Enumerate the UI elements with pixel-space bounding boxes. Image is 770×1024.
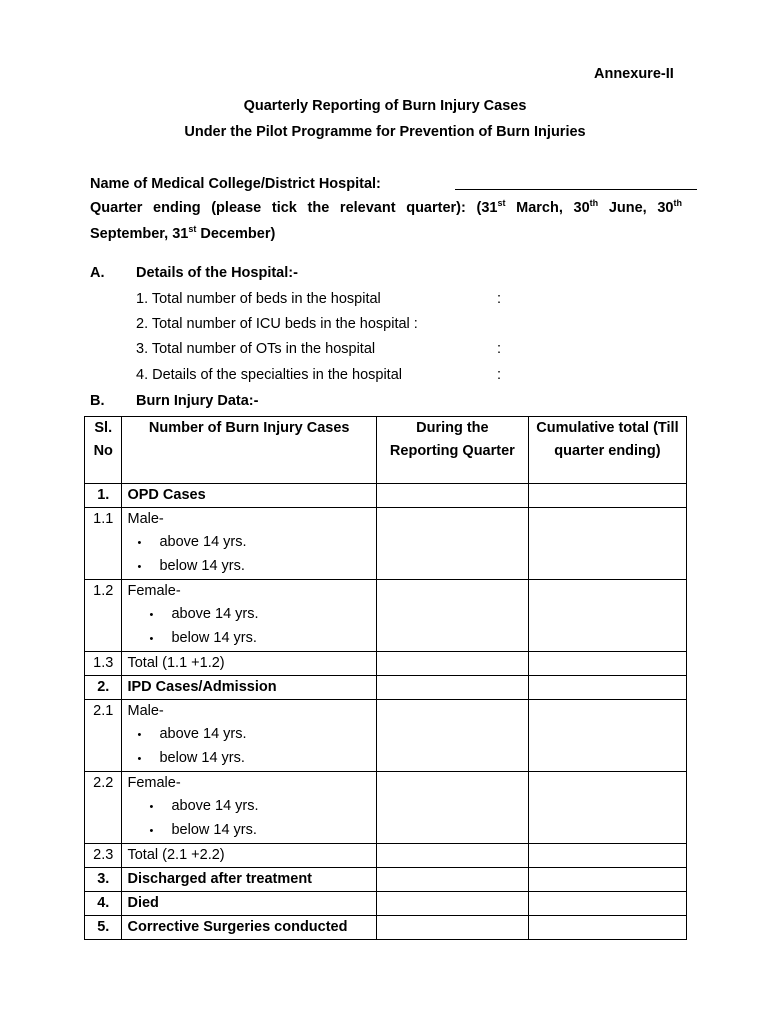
hospital-detail-item: 3. Total number of OTs in the hospital (136, 341, 376, 357)
bullet-icon: • (137, 561, 142, 573)
row-label: Male- • above 14 yrs. • below 14 yrs. (122, 508, 376, 580)
during-cell[interactable] (376, 916, 528, 940)
row-label: Died (122, 892, 376, 916)
during-cell[interactable] (376, 844, 528, 868)
bullet-icon: • (137, 537, 142, 549)
row-number: 2.1 (85, 700, 122, 772)
section-a-label: A. (90, 265, 105, 281)
during-cell[interactable] (376, 892, 528, 916)
cumulative-cell[interactable] (528, 580, 686, 652)
table-row (85, 508, 687, 580)
header-cases: Number of Burn Injury Cases (122, 417, 376, 484)
table-row (85, 916, 687, 940)
during-cell[interactable] (376, 508, 528, 580)
cumulative-cell[interactable] (528, 892, 686, 916)
row-label: Discharged after treatment (122, 868, 376, 892)
section-b-title: Burn Injury Data:- (136, 393, 259, 409)
row-label: Total (2.1 +2.2) (122, 844, 376, 868)
table-row (85, 700, 687, 772)
header-cumulative: Cumulative total (Till quarter ending) (528, 417, 686, 484)
row-number: 3. (85, 868, 122, 892)
burn-injury-table (84, 416, 687, 940)
cumulative-cell[interactable] (528, 916, 686, 940)
cumulative-cell[interactable] (528, 700, 686, 772)
row-label: Total (1.1 +1.2) (122, 652, 376, 676)
during-cell[interactable] (376, 868, 528, 892)
row-number: 5. (85, 916, 122, 940)
row-label: Female- • above 14 yrs. • below 14 yrs. (122, 772, 376, 844)
hospital-detail-item: 1. Total number of beds in the hospital (136, 291, 381, 307)
row-label: Female- • above 14 yrs. • below 14 yrs. (122, 580, 376, 652)
cumulative-cell[interactable] (528, 772, 686, 844)
during-cell[interactable] (376, 580, 528, 652)
during-cell[interactable] (376, 652, 528, 676)
row-number: 1.1 (85, 508, 122, 580)
bullet-icon: • (149, 609, 154, 621)
bullet-icon: • (137, 753, 142, 765)
during-cell[interactable] (376, 700, 528, 772)
during-cell[interactable] (376, 676, 528, 700)
hospital-name-label: Name of Medical College/District Hospital: (90, 176, 381, 192)
table-row (85, 484, 687, 508)
section-a-title: Details of the Hospital:- (136, 265, 298, 281)
row-number: 2. (85, 676, 122, 700)
colon: : (497, 341, 502, 357)
row-number: 2.2 (85, 772, 122, 844)
row-number: 4. (85, 892, 122, 916)
quarter-line-2: September, 31st December) (90, 224, 276, 242)
row-number: 2.3 (85, 844, 122, 868)
colon: : (497, 367, 502, 383)
hospital-detail-item: 2. Total number of ICU beds in the hospital : (136, 316, 418, 332)
during-cell[interactable] (376, 772, 528, 844)
section-b-label: B. (90, 393, 105, 409)
during-cell[interactable] (376, 484, 528, 508)
annexure-label: Annexure-II (594, 66, 674, 82)
cumulative-cell[interactable] (528, 676, 686, 700)
row-label: Male- • above 14 yrs. • below 14 yrs. (122, 700, 376, 772)
bullet-icon: • (149, 801, 154, 813)
hospital-name-field[interactable] (455, 189, 697, 190)
bullet-icon: • (149, 633, 154, 645)
row-number: 1. (85, 484, 122, 508)
cumulative-cell[interactable] (528, 652, 686, 676)
table-row (85, 844, 687, 868)
colon: : (497, 291, 502, 307)
table-row (85, 580, 687, 652)
table-row (85, 892, 687, 916)
header-during: During the Reporting Quarter (376, 417, 528, 484)
row-number: 1.2 (85, 580, 122, 652)
row-number: 1.3 (85, 652, 122, 676)
header-sl-no: Sl. No (85, 417, 122, 484)
bullet-icon: • (137, 729, 142, 741)
row-label: Corrective Surgeries conducted (122, 916, 376, 940)
table-row (85, 652, 687, 676)
row-label: IPD Cases/Admission (122, 676, 376, 700)
cumulative-cell[interactable] (528, 844, 686, 868)
table-header-row (85, 417, 687, 484)
hospital-detail-item: 4. Details of the specialties in the hospital (136, 367, 402, 383)
cumulative-cell[interactable] (528, 484, 686, 508)
table-row (85, 772, 687, 844)
form-title: Quarterly Reporting of Burn Injury Cases (243, 98, 527, 114)
form-subtitle: Under the Pilot Programme for Prevention of Burn Injuries (184, 124, 586, 140)
bullet-icon: • (149, 825, 154, 837)
table-row (85, 676, 687, 700)
table-row (85, 868, 687, 892)
cumulative-cell[interactable] (528, 868, 686, 892)
row-label: OPD Cases (122, 484, 376, 508)
cumulative-cell[interactable] (528, 508, 686, 580)
quarter-line: Quarter ending (please tick the relevant quarter): (31st March, 30th June, 30th (90, 198, 683, 216)
